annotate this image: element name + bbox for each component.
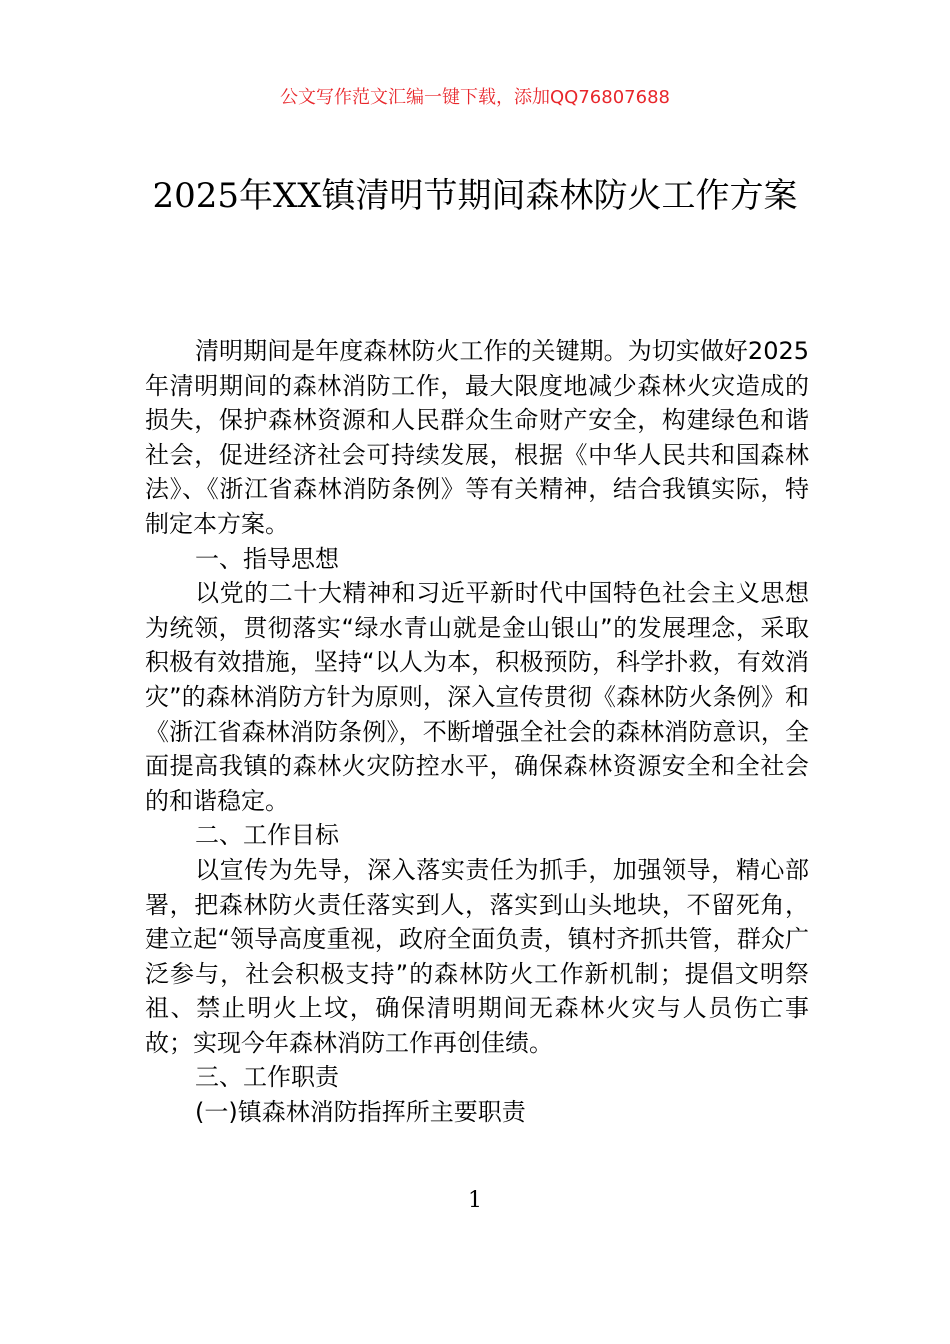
guiding-ideology-paragraph: 以党的二十大精神和习近平新时代中国特色社会主义思想为统领，贯彻落实“绿水青山就是金山银山”的发展理念，采取积极有效措施，坚持“以人为本，积极预防，科学扑救，有效消灾”的森林消防方针为原则，深入宣传贯彻《森林防火条例》和《浙江省森林消防条例》，不断增强全社会的森林消防意识，全面提高我镇的森林火灾防控水平，确保森林资源安全和全社会的和谐稳定。 xyxy=(145,579,809,815)
page-number: 1 xyxy=(468,1188,482,1213)
document-title: 2025年XX镇清明节期间森林防火工作方案 xyxy=(152,176,798,216)
section-heading-guiding-ideology: 一、指导思想 xyxy=(195,544,339,573)
section-heading-work-goals: 二、工作目标 xyxy=(195,821,339,850)
work-goals-paragraph: 以宣传为先导，深入落实责任为抓手，加强领导，精心部署，把森林防火责任落实到人，落实到山头地块，不留死角，建立起“领导高度重视，政府全面负责，镇村齐抓共管，群众广泛参与，社会积极支持”的森林防火工作新机制；提倡文明祭祖、禁止明火上坟，确保清明期间无森林火灾与人员伤亡事故；实现今年森林消防工作再创佳绩。 xyxy=(145,855,809,1057)
watermark-text: 公文写作范文汇编一键下载，添加QQ76807688 xyxy=(280,87,670,108)
subsection-heading-command-post: (一)镇森林消防指挥所主要职责 xyxy=(195,1098,526,1127)
intro-paragraph: 清明期间是年度森林防火工作的关键期。为切实做好2025年清明期间的森林消防工作，最大限度地减少森林火灾造成的损失，保护森林资源和人民群众生命财产安全，构建绿色和谐社会，促进经济社会可持续发展，根据《中华人民共和国森林法》、《浙江省森林消防条例》等有关精神，结合我镇实际，特制定本方案。 xyxy=(145,337,809,538)
document-body xyxy=(145,334,809,1130)
section-heading-responsibilities: 三、工作职责 xyxy=(195,1063,339,1092)
